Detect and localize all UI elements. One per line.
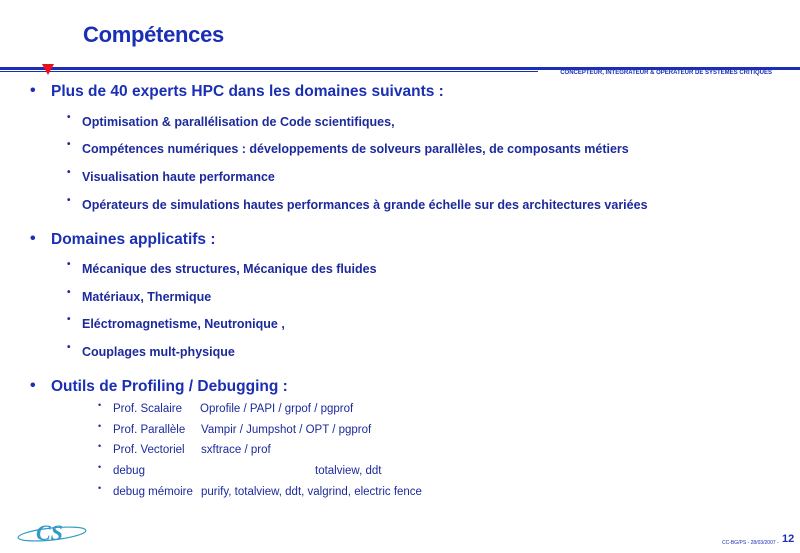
tool-value: totalview, ddt [315,465,382,477]
tool-name: debug mémoire [113,486,193,498]
bullet-icon: • [67,139,71,150]
bullet-icon: • [30,230,36,247]
bullet-icon: • [30,377,36,394]
header-rule-thin [0,71,538,72]
triangle-marker-icon [42,64,54,75]
tool-value: sxftrace / prof [201,444,271,456]
bullet-icon: • [67,287,71,298]
bullet-icon: • [98,421,102,431]
company-tagline: CONCEPTEUR, INTEGRATEUR & OPERATEUR DE SYSTEMES CRITIQUES [560,70,772,76]
tool-name: debug [113,465,145,477]
bullet-icon: • [98,441,102,451]
bullet-icon: • [98,462,102,472]
footer-reference: CC-BG/PS - 28/03/2007 - [722,540,779,546]
tool-name: Prof. Parallèle [113,424,186,436]
tool-name: Prof. Scalaire [113,403,183,415]
bullet-icon: • [67,314,71,325]
bullet-icon: • [98,400,102,410]
bullet-icon: • [67,195,71,206]
tool-value: purify, totalview, ddt, valgrind, electric fence [201,486,422,498]
tool-value: Vampir / Jumpshot / OPT / pgprof [201,424,372,436]
bullet-icon: • [67,342,71,353]
bullet-icon: • [30,82,36,99]
tool-value: Oprofile / PAPI / grpof / pgprof [200,403,354,415]
page-title: Compétences [83,22,224,47]
bullet-icon: • [98,483,102,493]
bullet-icon: • [67,167,71,178]
tool-name: Prof. Vectoriel [113,444,185,456]
bullet-icon: • [67,259,71,270]
cs-logo-icon [14,519,94,547]
svg-text:CS: CS [36,520,63,545]
page-number: 12 [782,533,795,545]
bullet-icon: • [67,112,71,123]
